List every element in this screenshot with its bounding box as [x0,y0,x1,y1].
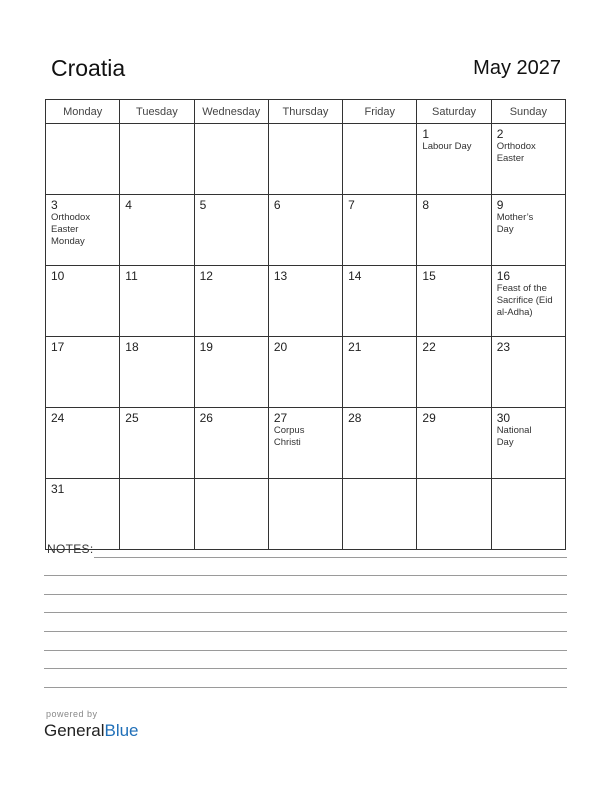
notes-line [44,650,567,651]
day-number: 18 [125,340,139,354]
weekday-tuesday: Tuesday [120,100,194,124]
day-cell [343,408,417,479]
day-cell [194,195,268,266]
notes-line [94,557,567,558]
country-title: Croatia [51,55,126,81]
notes-line [44,575,567,576]
holiday-label: Feast of the [496,283,547,294]
empty-day-cell [268,124,342,195]
empty-day-cell [46,124,120,195]
weekday-sunday: Sunday [491,100,565,124]
weekday-header-row [46,100,566,124]
day-number: 21 [348,340,362,354]
day-number: 22 [422,340,436,354]
holiday-label: Day [496,437,514,448]
empty-day-cell [417,479,491,550]
day-number: 2 [496,127,504,141]
holiday-label: Monday [51,236,85,247]
day-number: 25 [125,411,139,425]
calendar-grid [45,99,566,550]
holiday-label: Easter [51,224,79,235]
week-row [46,124,566,195]
weekday-monday: Monday [46,100,120,124]
holiday-label: Orthodox [496,141,536,152]
empty-day-cell [343,479,417,550]
holiday-label: Labour Day [422,141,472,152]
day-number: 8 [422,198,430,212]
day-number: 24 [51,411,65,425]
holiday-label: Corpus [273,425,305,436]
empty-day-cell [268,479,342,550]
calendar-body [46,124,566,550]
day-cell [268,337,342,408]
day-number: 14 [348,269,362,283]
holiday-label: Christi [273,437,301,448]
weekday-wednesday: Wednesday [194,100,268,124]
day-number: 3 [51,198,58,212]
day-cell [417,124,491,195]
day-cell [194,337,268,408]
day-number: 16 [496,269,511,283]
day-number: 30 [496,411,511,425]
day-cell [491,408,565,479]
brand-general: General [44,721,105,740]
day-cell [491,337,565,408]
empty-day-cell [491,479,565,550]
empty-day-cell [120,124,194,195]
week-row [46,408,566,479]
day-number: 9 [496,198,504,212]
day-cell [46,337,120,408]
day-number: 4 [125,198,132,212]
day-cell [417,337,491,408]
day-number: 7 [348,198,355,212]
day-cell [194,408,268,479]
notes-line [44,594,567,595]
day-number: 15 [422,269,436,283]
brand-blue: Blue [104,721,139,740]
day-cell [46,266,120,337]
powered-by-text: powered by [46,709,98,719]
day-cell [343,266,417,337]
day-cell [417,408,491,479]
notes-label: NOTES: [47,542,94,556]
day-cell [417,266,491,337]
week-row [46,195,566,266]
day-cell [268,195,342,266]
day-number: 10 [51,269,65,283]
day-number: 23 [496,340,511,354]
week-row [46,479,566,550]
holiday-label: National [496,425,532,436]
empty-day-cell [194,479,268,550]
day-cell [120,266,194,337]
day-number: 27 [273,411,288,425]
notes-line [44,612,567,613]
weekday-thursday: Thursday [268,100,342,124]
day-cell [120,337,194,408]
day-number: 11 [125,269,138,283]
holiday-label: al-Adha) [496,307,533,318]
notes-line [44,687,567,688]
day-cell [491,124,565,195]
day-number: 6 [273,198,281,212]
day-number: 31 [51,482,65,496]
day-number: 29 [422,411,436,425]
day-number: 20 [273,340,288,354]
weekday-saturday: Saturday [417,100,491,124]
holiday-label: Day [496,224,514,235]
notes-line [44,631,567,632]
day-number: 17 [51,340,65,354]
day-cell [491,195,565,266]
generalblue-logo[interactable] [44,721,139,741]
day-cell [46,408,120,479]
day-cell [46,195,120,266]
day-cell [120,408,194,479]
day-number: 12 [199,269,213,283]
day-cell [46,479,120,550]
holiday-label: Mother’s [496,212,534,223]
week-row [46,337,566,408]
day-number: 19 [199,340,213,354]
weekday-friday: Friday [343,100,417,124]
holiday-label: Easter [496,153,525,164]
empty-day-cell [343,124,417,195]
day-cell [491,266,565,337]
day-cell [417,195,491,266]
month-year-title: May 2027 [473,57,561,79]
week-row [46,266,566,337]
day-number: 5 [199,198,207,212]
day-cell [194,266,268,337]
day-cell [268,408,342,479]
day-cell [343,337,417,408]
day-number: 28 [348,411,362,425]
day-cell [268,266,342,337]
day-number: 26 [199,411,213,425]
holiday-label: Orthodox [51,212,91,223]
day-cell [120,195,194,266]
day-cell [343,195,417,266]
empty-day-cell [120,479,194,550]
holiday-label: Sacrifice (Eid [496,295,553,306]
empty-day-cell [194,124,268,195]
day-number: 13 [273,269,288,283]
notes-line [44,668,567,669]
day-number: 1 [422,127,430,141]
